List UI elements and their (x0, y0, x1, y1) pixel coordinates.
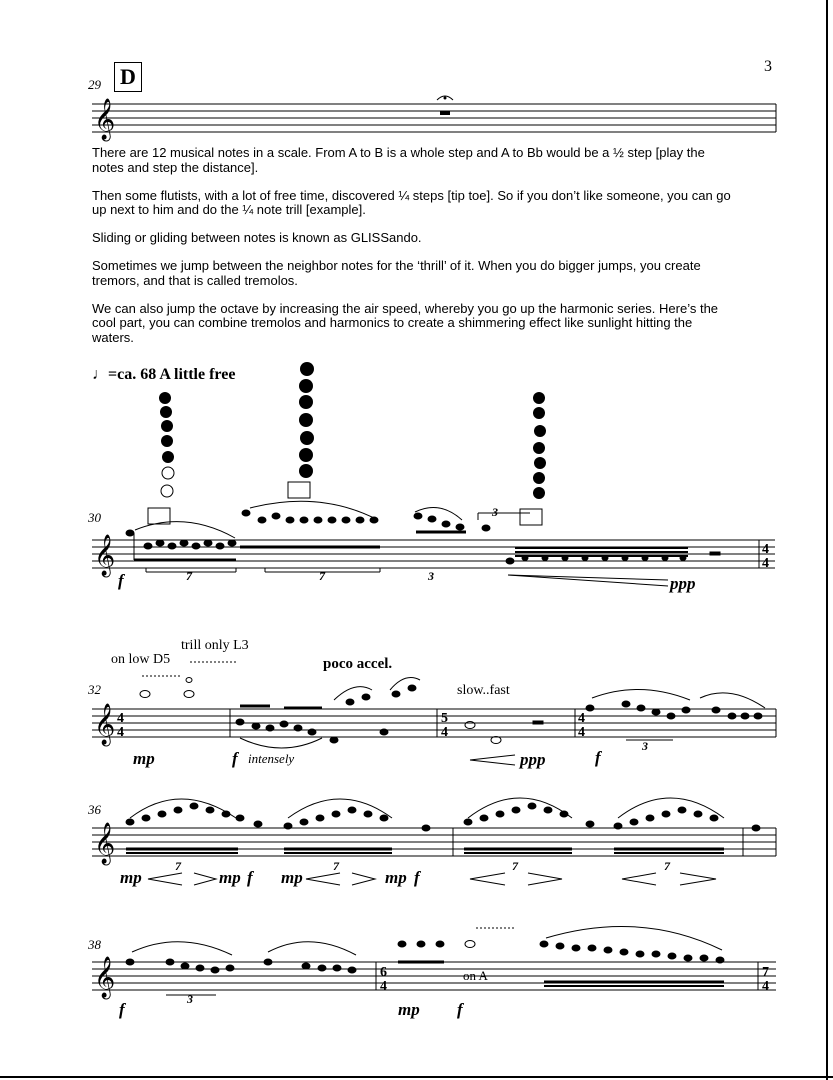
tuplet-number: 7 (512, 859, 518, 873)
expression-text: intensely (248, 751, 295, 766)
measure-number: 29 (88, 77, 101, 92)
time-signature: 4 (578, 725, 585, 740)
dynamic-marking: f (118, 571, 124, 590)
treble-clef-icon: 𝄞 (94, 957, 116, 997)
time-signature: 4 (117, 711, 124, 726)
time-signature: 7 (762, 965, 769, 980)
time-signature: 4 (762, 979, 769, 994)
time-signature: 4 (441, 725, 448, 740)
dynamic-marking: f (232, 749, 238, 768)
paragraph: There are 12 musical notes in a scale. From A to B is a whole step and A to Bb would be a ½ step [play the notes and step the distance]. (92, 145, 705, 175)
dynamic-marking: f (595, 748, 601, 767)
time-signature: 5 (441, 711, 448, 726)
technique-label: on low D5 (111, 652, 171, 667)
dynamic-marking: mp (133, 749, 155, 768)
tuplet-number: 7 (664, 859, 670, 873)
dynamic-marking: mp (219, 868, 241, 887)
notes-m38 (126, 926, 724, 995)
time-signature: 6 (380, 965, 387, 980)
tuplet-number: 3 (187, 992, 193, 1006)
staff (92, 828, 776, 856)
dynamic-marking: mp (120, 868, 142, 887)
notes-m30 (126, 501, 720, 586)
dynamic-marking: ppp (670, 574, 696, 593)
measure-number: 36 (88, 802, 101, 817)
paragraph: Sometimes we jump between the neighbor notes for the ‘thrill’ of it. When you do bigger jumps, you create tremors, and that is called tremolos. (92, 258, 701, 288)
treble-clef-icon: 𝄞 (94, 535, 116, 575)
dynamic-marking: f (414, 868, 420, 887)
fingering-diagram (288, 362, 314, 498)
tuplet-number: 3 (492, 505, 498, 519)
treble-clef-icon: 𝄞 (94, 99, 116, 139)
treble-clef-icon: 𝄞 (94, 823, 116, 863)
dynamic-marking: f (119, 1000, 125, 1019)
dynamic-marking: mp (385, 868, 407, 887)
quarter-note-icon: ♩ (92, 366, 108, 383)
time-signature: 4 (117, 725, 124, 740)
time-signature: 4 (380, 979, 387, 994)
hairpins-m36 (148, 873, 716, 885)
technique-label: slow..fast (457, 683, 510, 698)
measure-number: 32 (88, 682, 101, 697)
tempo-marking: ♩=ca. 68 A little free (92, 366, 236, 383)
dynamic-marking: f (247, 868, 253, 887)
tuplet-number: 3 (428, 569, 434, 583)
staff (92, 104, 776, 132)
notes-m32 (140, 662, 765, 765)
time-signature: 4 (762, 556, 769, 571)
measure-number: 30 (88, 510, 101, 525)
dynamic-marking: mp (281, 868, 303, 887)
measure-number: 38 (88, 937, 101, 952)
tempo-change-label: poco accel. (323, 656, 393, 672)
paragraph: Then some flutists, with a lot of free time, discovered ¼ steps [tip toe]. So if you don’t like someone, you can go up next to him and do the ¼ note trill [example]. (92, 187, 731, 217)
tuplet-number: 7 (186, 569, 192, 583)
page-number: 3 (764, 58, 772, 75)
technique-label: trill only L3 (181, 638, 249, 653)
tuplet-number: 7 (319, 569, 325, 583)
dynamic-marking: mp (398, 1000, 420, 1019)
technique-label: on A (463, 968, 488, 983)
paragraph: We can also jump the octave by increasing the air speed, whereby you go up the harmonic series. Here’s the cool part, you can combine tremolos and harmonics to create a shimmering effect like sunlight hitting the waters. (92, 300, 719, 345)
time-signature: 4 (578, 711, 585, 726)
dynamic-marking: ppp (520, 750, 546, 769)
fingering-diagram (148, 392, 174, 524)
tuplet-number: 7 (175, 859, 181, 873)
time-signature: 4 (762, 542, 769, 557)
tuplet-number: 3 (642, 739, 648, 753)
tuplet-number: 7 (333, 859, 339, 873)
fingering-diagram (520, 392, 546, 525)
treble-clef-icon: 𝄞 (94, 704, 116, 744)
rehearsal-mark: D (114, 62, 142, 92)
whole-rest-icon (440, 111, 450, 115)
paragraph: Sliding or gliding between notes is known as GLISSando. (92, 230, 422, 245)
notes-m36 (126, 798, 760, 853)
dynamic-marking: f (457, 1000, 463, 1019)
